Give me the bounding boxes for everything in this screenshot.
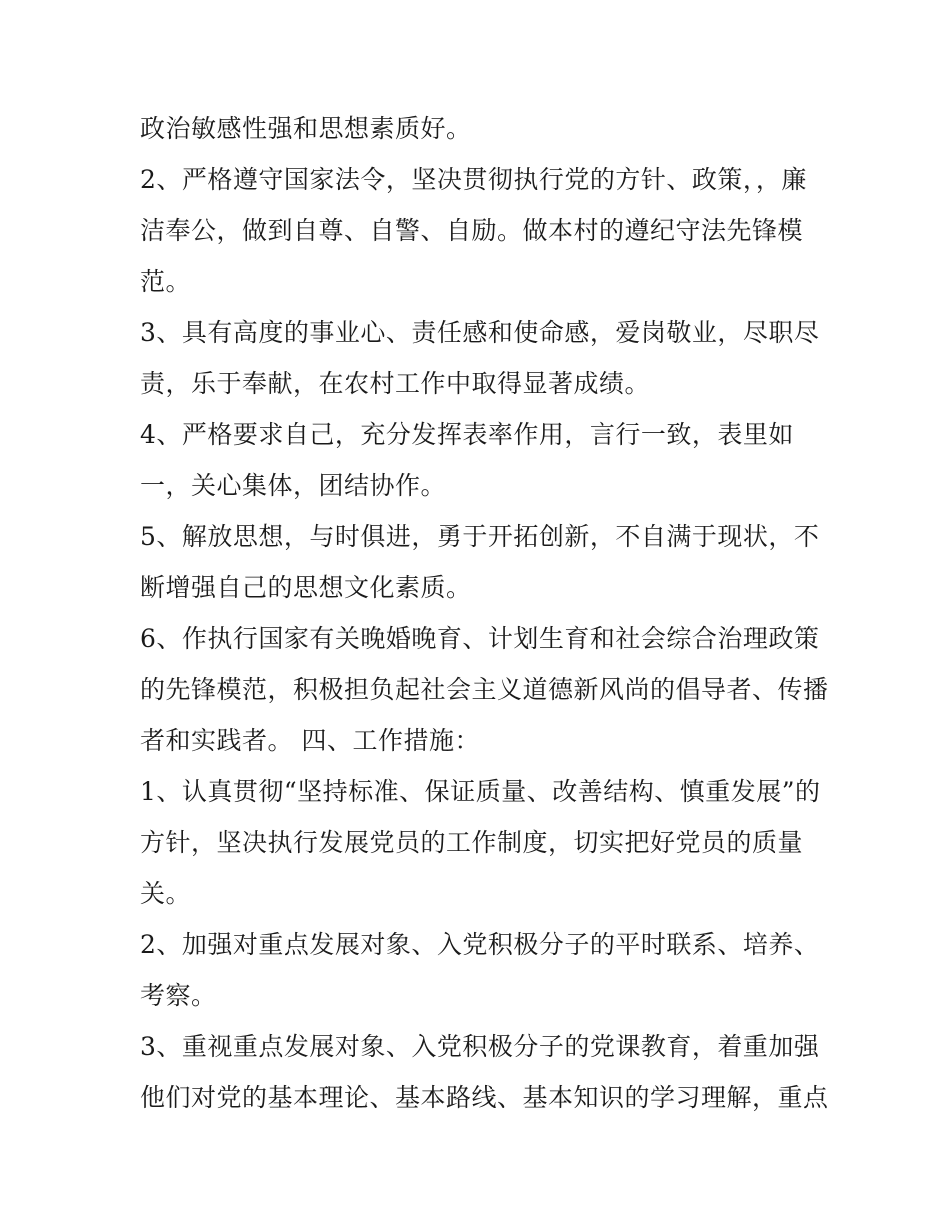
text-line: 4、严格要求自己，充分发挥表率作用，言行一致，表里如	[140, 420, 794, 449]
text-line: 3、具有高度的事业心、责任感和使命感，爱岗敬业，尽职尽	[140, 318, 820, 347]
text-line: 1、认真贯彻“坚持标准、保证质量、改善结构、慎重发展”的	[140, 777, 821, 806]
text-line: 关。	[140, 879, 192, 908]
text-line: 3、重视重点发展对象、入党积极分子的党课教育，着重加强	[140, 1032, 820, 1061]
text-line: 一，关心集体，团结协作。	[140, 471, 447, 500]
text-line: 范。	[140, 267, 192, 296]
text-line: 者和实践者。 四、工作措施：	[140, 726, 480, 755]
text-line: 6、作执行国家有关晚婚晚育、计划生育和社会综合治理政策	[140, 624, 820, 653]
text-line: 的先锋模范，积极担负起社会主义道德新风尚的倡导者、传播	[140, 675, 829, 704]
text-line: 5、解放思想，与时俱进，勇于开拓创新，不自满于现状，不	[140, 522, 820, 551]
text-line: 断增强自己的思想文化素质。	[140, 573, 472, 602]
text-line: 他们对党的基本理论、基本路线、基本知识的学习理解，重点	[140, 1083, 829, 1112]
document-body	[140, 103, 829, 1123]
text-line: 政治敏感性强和思想素质好。	[140, 114, 472, 143]
text-line: 2、严格遵守国家法令，坚决贯彻执行党的方针、政策，，廉	[140, 165, 807, 194]
text-line: 方针，坚决执行发展党员的工作制度，切实把好党员的质量	[140, 828, 804, 857]
text-line: 洁奉公，做到自尊、自警、自励。做本村的遵纪守法先锋模	[140, 216, 804, 245]
text-line: 责，乐于奉献，在农村工作中取得显著成绩。	[140, 369, 651, 398]
text-line: 2、加强对重点发展对象、入党积极分子的平时联系、培养、	[140, 930, 820, 959]
text-line: 考察。	[140, 981, 217, 1010]
